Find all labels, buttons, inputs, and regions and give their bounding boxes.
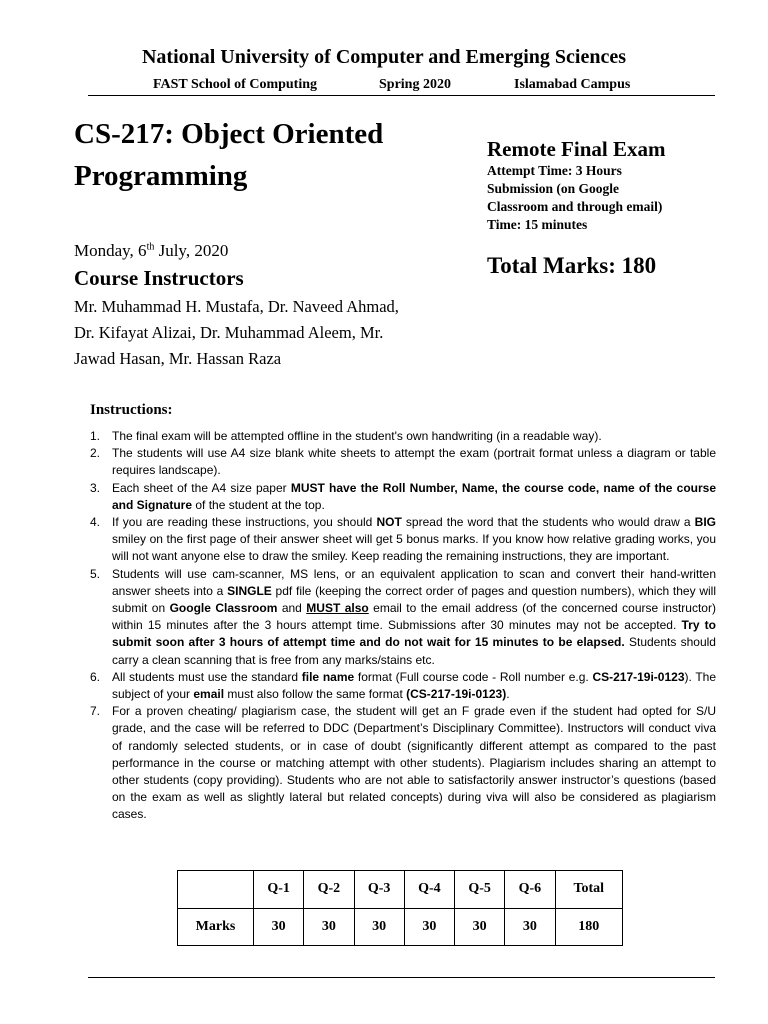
- instruction-number: 7.: [90, 704, 101, 719]
- instruction-number: 1.: [90, 429, 101, 443]
- marks-header-cell-blank: [178, 871, 254, 909]
- instruction-text: smiley on the first page of their answer sheet will get 5 bonus marks. If you know how relative grading works, you will not want anyone else to draw the smiley. Keep reading the remaining instructions, they are important.: [112, 532, 716, 564]
- marks-header-cell: Q-6: [505, 871, 555, 909]
- instructor-names-line-1: Mr. Muhammad H. Mustafa, Dr. Naveed Ahmad,: [74, 297, 399, 316]
- marks-value-cell: 30: [455, 908, 505, 946]
- instruction-text: format (Full course code - Roll number e.g.: [354, 669, 593, 684]
- marks-table: [177, 870, 623, 946]
- instruction-text: email to the email address (of the concerned course instructor) within 15 minutes after the 3 hours attempt time. Submissions after 30 minutes may not be accepted.: [112, 601, 716, 633]
- marks-value-cell-total: 180: [555, 908, 623, 946]
- instructor-names-line-3: Jawad Hasan, Mr. Hassan Raza: [74, 349, 282, 368]
- marks-header-cell: Q-4: [404, 871, 454, 909]
- total-marks: Total Marks: 180: [487, 253, 657, 278]
- marks-value-cell: 30: [304, 908, 354, 946]
- instructor-names-line-2: Dr. Kifayat Alizai, Dr. Muhammad Aleem, Mr.: [74, 323, 384, 342]
- header-divider: [88, 95, 715, 96]
- instruction-text: file name: [301, 669, 355, 684]
- submission-line-2: Classroom and through email): [487, 199, 663, 214]
- course-title-line-2: Programming: [74, 160, 248, 192]
- instruction-text: BIG: [694, 515, 716, 530]
- instruction-item: [90, 703, 716, 823]
- marks-header-cell: Q-3: [354, 871, 404, 909]
- instruction-text: The students will use A4 size blank white sheets to attempt the exam (portrait format unless a diagram or table requires landscape).: [112, 446, 716, 478]
- semester: Spring 2020: [379, 77, 451, 92]
- submission-time: Time: 15 minutes: [487, 217, 588, 232]
- marks-value-cell: 30: [404, 908, 454, 946]
- campus-name: Islamabad Campus: [514, 77, 631, 92]
- instruction-text: of the student at the top.: [192, 497, 325, 512]
- instruction-text: MUST have the Roll Number, Name, the course code, name of the course and Signature: [112, 480, 716, 512]
- instruction-number: 6.: [90, 669, 101, 684]
- date-rest: July, 2020: [154, 241, 229, 260]
- instruction-text: pdf file (keeping the correct order of pages and question numbers), which they will submit on: [112, 583, 716, 616]
- instruction-text: Google Classroom: [169, 601, 278, 616]
- marks-table-header-row: [178, 871, 623, 909]
- instruction-text: Try to submit soon after 3 hours of attempt time and do not wait for 15 minutes to be elapsed.: [112, 618, 716, 650]
- instructor-names: [74, 294, 419, 372]
- instruction-item: [90, 445, 716, 479]
- attempt-time: Attempt Time: 3 Hours: [487, 163, 622, 178]
- instruction-text: MUST also: [306, 601, 369, 616]
- instruction-text: Students should carry a clean scanning that is free from any marks/stains etc.: [112, 635, 716, 667]
- instruction-text: .: [506, 687, 510, 702]
- date-prefix: Monday, 6: [74, 241, 147, 260]
- instruction-number: 5.: [90, 566, 101, 581]
- instruction-text: spread the word that the students who would draw a: [401, 515, 695, 530]
- submission-line-1: Submission (on Google: [487, 181, 620, 196]
- instructors-heading: Course Instructors: [74, 266, 244, 290]
- school-name: FAST School of Computing: [153, 77, 318, 92]
- instruction-number: 4.: [90, 515, 101, 530]
- course-title: [74, 113, 474, 197]
- exam-details: [487, 162, 727, 234]
- exam-date: [74, 241, 228, 261]
- marks-value-cell: 30: [254, 908, 304, 946]
- instruction-text: and: [277, 601, 307, 616]
- instruction-text: Students will use cam-scanner, MS lens, or an equivalent application to scan and convert their hand-written answer sheets into a: [112, 566, 716, 598]
- instruction-text: If you are reading these instructions, you should: [112, 515, 377, 530]
- marks-row-label: Marks: [178, 908, 254, 946]
- instruction-text: ). The subject of your: [112, 669, 717, 702]
- instruction-text: CS-217-19i-0123: [592, 669, 685, 684]
- instruction-text: All students must use the standard: [112, 669, 302, 684]
- instruction-number: 2.: [90, 446, 101, 461]
- date-suffix: th: [146, 241, 155, 253]
- marks-value-cell: 30: [354, 908, 404, 946]
- instructions-list: [90, 428, 716, 824]
- marks-header-cell: Q-5: [455, 871, 505, 909]
- instruction-item: [90, 428, 716, 445]
- instruction-text: must also follow the same format: [224, 687, 407, 702]
- instruction-item: [90, 566, 716, 669]
- instruction-text: The final exam will be attempted offline in the student's own handwriting (in a readable way).: [112, 429, 602, 443]
- instruction-item: [90, 514, 716, 566]
- instruction-number: 3.: [90, 480, 101, 495]
- marks-header-cell: Q-1: [254, 871, 304, 909]
- instruction-text: SINGLE: [227, 583, 272, 598]
- exam-name: Remote Final Exam: [487, 137, 666, 161]
- instructions-heading: Instructions:: [90, 402, 173, 418]
- marks-header-cell: Q-2: [304, 871, 354, 909]
- footer-divider: [88, 977, 715, 978]
- instruction-text: For a proven cheating/ plagiarism case, the student will get an F grade even if the student had opted for S/U grade, and the case will be referred to DDC (Department’s Disciplinary Committee). Instructors will conduct viva of randomly selected students, or in case of doubt (significantly different attempt as compared to the past performance in the course or matching attempt with other students). Plagiarism includes sharing an attempt to other students (copy providing). Students who are not able to satisfactorily answer instructor’s questions (based on the exam as well as slightly lateral but related concepts) during viva will also be considered as plagiarism cases.: [112, 704, 716, 822]
- instruction-item: [90, 480, 716, 514]
- instruction-text: (CS-217-19i-0123): [406, 687, 507, 702]
- course-title-line-1: CS-217: Object Oriented: [74, 118, 384, 150]
- marks-header-cell-total: Total: [555, 871, 623, 909]
- instruction-text: Each sheet of the A4 size paper: [112, 480, 291, 495]
- marks-table-row: [178, 908, 623, 946]
- marks-value-cell: 30: [505, 908, 555, 946]
- instruction-item: [90, 669, 716, 703]
- instruction-text: NOT: [376, 515, 402, 530]
- university-name: National University of Computer and Emerging Sciences: [141, 46, 627, 68]
- instruction-text: email: [193, 687, 225, 702]
